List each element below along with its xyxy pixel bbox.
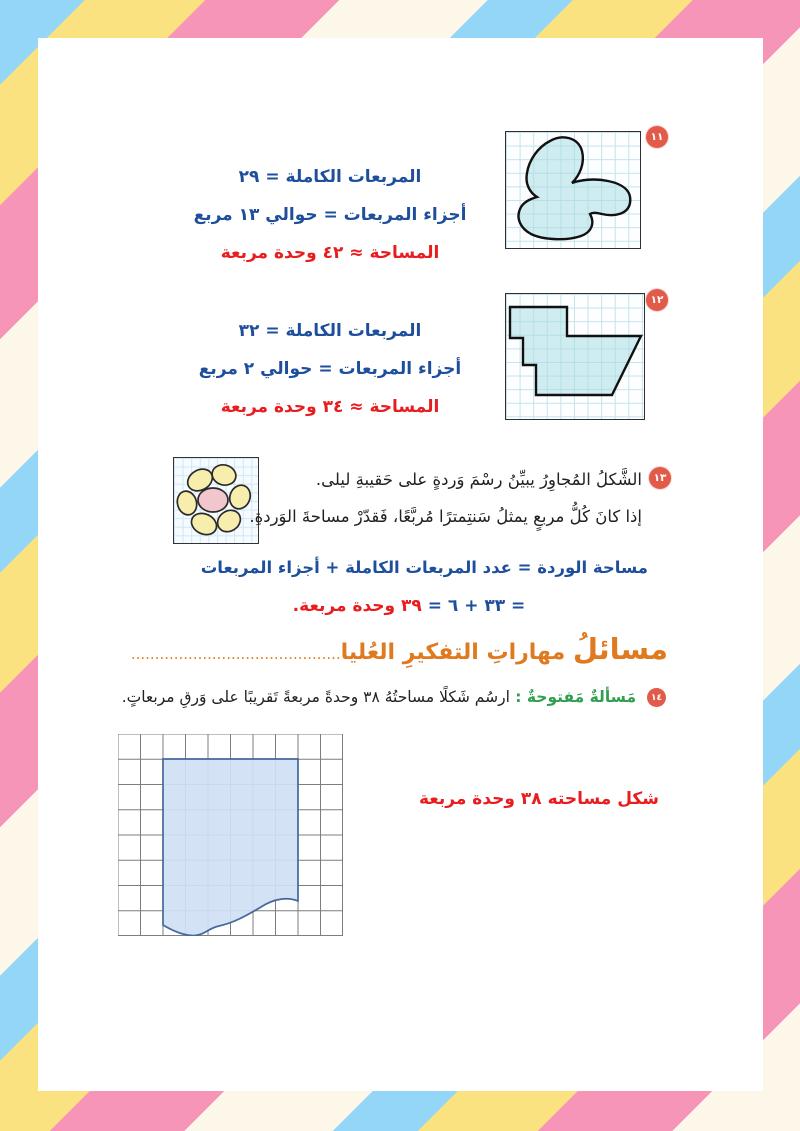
open-problem-statement: ارسُم شَكلًا مساحتُهُ ٣٨ وحدةً مربعةً تَقريبًا على وَرقِ مربعاتٍ. <box>121 688 510 706</box>
open-problem-label: مَسألةٌ مَفتوحةٌ : <box>509 688 637 706</box>
higher-order-thinking-heading <box>131 632 668 666</box>
area-result-line: المساحة ≈ ٣٤ وحدة مربعة <box>220 397 440 417</box>
problem-12-grid-figure <box>505 293 645 420</box>
heading-title-text: مهاراتِ التفكيرِ العُليا <box>340 640 573 665</box>
problem-11-grid-figure <box>505 131 641 249</box>
partial-squares-line: أجزاء المربعات = حوالي ١٣ مربع <box>193 205 467 225</box>
problem-13-solution-formula: مساحة الوردة = عدد المربعات الكاملة + أجزاء المربعات <box>200 558 648 577</box>
problem-14-line <box>122 688 666 707</box>
statement-line-2: إذا كانَ كُلُّ مربعٍ يمثلُ سَنتِمترًا مُربَّعًا، فَقدّرْ مساحةَ الوَردةِ. <box>249 507 642 526</box>
dotted-leader: ............................................ <box>130 645 341 663</box>
statement-line-1: الشَّكلُ المُجاوِرُ يبيِّنُ رسْمَ وَردةٍ على حَقيبةِ ليلى. <box>315 470 642 489</box>
problem-13-solution-equation <box>170 596 648 616</box>
grid-with-shaded-shape <box>118 734 343 936</box>
problem-12-number-badge: ١٢ <box>646 289 668 311</box>
blob-shape-drawing <box>506 132 639 247</box>
problem-14-number-badge: ١٤ <box>647 688 666 707</box>
answer-grid-figure <box>118 734 343 936</box>
problem-13-number-badge: ١٣ <box>649 467 671 489</box>
problem-13-statement <box>180 461 642 535</box>
problem-12-answer-lines <box>145 312 515 426</box>
answer-shape-caption: شكل مساحته ٣٨ وحدة مربعة <box>419 789 659 809</box>
shaded-area-shape <box>163 759 298 936</box>
complete-squares-line: المربعات الكاملة = ٢٩ <box>238 167 422 187</box>
area-result-line: المساحة ≈ ٤٢ وحدة مربعة <box>220 243 440 263</box>
equation-result: ٣٩ وحدة مربعة. <box>292 596 422 616</box>
heading-decorated-word: مسائلُ <box>572 632 668 666</box>
partial-squares-line: أجزاء المربعات = حوالي ٢ مربع <box>198 359 462 379</box>
equation-numbers: = ٣٣ + ٦ = <box>421 596 526 616</box>
problem-11-answer-lines <box>145 158 515 272</box>
problem-11-number-badge: ١١ <box>646 126 668 148</box>
polygon-shape-drawing <box>506 294 643 418</box>
complete-squares-line: المربعات الكاملة = ٣٢ <box>238 321 422 341</box>
